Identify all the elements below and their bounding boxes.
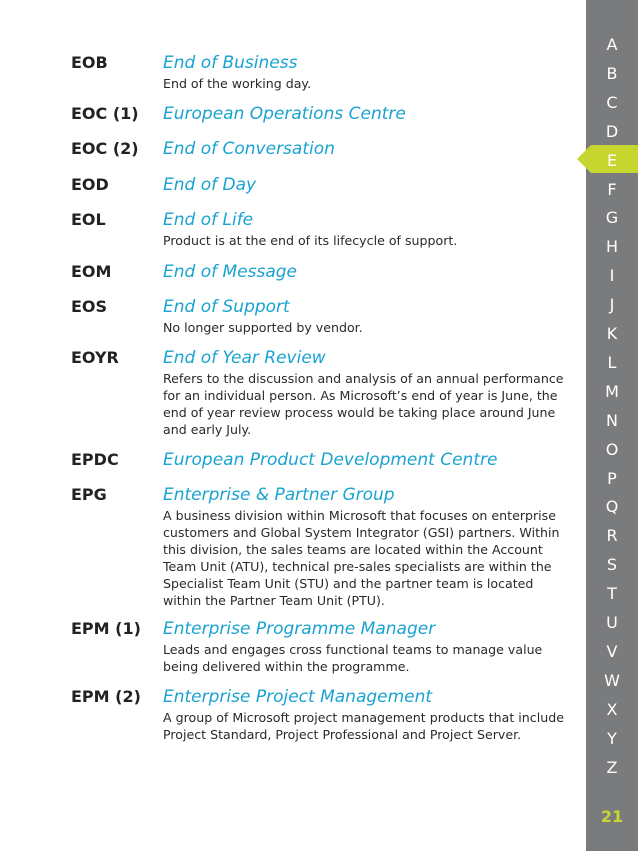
index-letter-m[interactable]: M (605, 381, 619, 401)
entry-title: Enterprise & Partner Group (163, 485, 395, 505)
index-letter-z[interactable]: Z (606, 757, 618, 777)
index-letter-o[interactable]: O (605, 439, 619, 459)
index-letter-u[interactable]: U (606, 613, 618, 632)
entry-term: EOS (71, 297, 108, 316)
entry-term: EOC (2) (71, 139, 139, 158)
index-letter-t[interactable]: T (607, 584, 617, 604)
index-letter-p[interactable]: P (607, 468, 617, 488)
index-letter-q[interactable]: Q (605, 497, 619, 517)
index-letter-r[interactable]: R (606, 526, 618, 546)
index-letter-w[interactable]: W (604, 670, 620, 690)
entry-term: EOM (71, 262, 112, 281)
entry-term: EOD (71, 175, 109, 194)
index-letter-c[interactable]: C (606, 92, 618, 112)
index-letter-b[interactable]: B (606, 63, 618, 83)
entry-title: End of Conversation (163, 139, 335, 159)
entry-term: EOC (1) (71, 104, 139, 123)
entry-term: EOB (71, 53, 108, 72)
entry-description: Product is at the end of its lifecycle of support. (163, 233, 458, 248)
entry-description: Leads and engages cross functional teams to manage value being delivered within the programme. (163, 642, 543, 674)
entry-term: EPM (2) (71, 687, 141, 706)
entry-title: End of Support (163, 297, 290, 317)
entry-term: EPDC (71, 450, 119, 469)
entry-title: End of Life (163, 210, 254, 230)
index-letter-a[interactable]: A (606, 35, 618, 54)
entry-term: EOL (71, 210, 106, 229)
index-letter-y[interactable]: Y (607, 728, 617, 748)
entry-title: European Operations Centre (163, 104, 406, 124)
page-number: 21 (600, 807, 624, 826)
index-letter-s[interactable]: S (606, 555, 618, 575)
index-letter-v[interactable]: V (606, 641, 618, 661)
index-letter-f[interactable]: F (607, 179, 617, 199)
entry-term: EPM (1) (71, 619, 141, 638)
index-letter-g[interactable]: G (605, 208, 619, 228)
index-letter-x[interactable]: X (606, 699, 618, 719)
index-letter-e[interactable]: E (606, 150, 618, 170)
entry-description: Refers to the discussion and analysis of an annual performance for an individual person. As Microsoft’s end of year is June, the end of year review process would be taking place around June and early July. (163, 371, 564, 437)
index-letter-n[interactable]: N (606, 410, 618, 430)
entry-description: End of the working day. (163, 76, 312, 91)
entry-title: End of Business (163, 53, 298, 73)
index-letter-h[interactable]: H (605, 237, 619, 257)
index-letter-l[interactable]: L (607, 352, 617, 372)
entry-term: EPG (71, 485, 107, 504)
entry-description: A group of Microsoft project management products that include Project Standard, Project Professional and Project Server. (163, 710, 564, 742)
entry-term: EOYR (71, 348, 119, 367)
entry-title: European Product Development Centre (163, 450, 498, 470)
index-letter-k[interactable]: K (606, 324, 618, 343)
entry-description: No longer supported by vendor. (163, 320, 363, 335)
index-letter-i[interactable]: I (609, 266, 615, 286)
entry-title: End of Message (163, 262, 298, 282)
entry-title: Enterprise Project Management (163, 687, 433, 707)
index-letter-d[interactable]: D (605, 121, 619, 141)
entry-title: End of Day (163, 175, 257, 195)
entry-title: End of Year Review (163, 348, 326, 368)
index-letter-j[interactable]: J (609, 295, 615, 315)
entry-description: A business division within Microsoft that focuses on enterprise customers and Global System Integrator (GSI) partners. Within this division, the sales teams are located within the Account Team Unit (ATU), technical pre-sales specialists are within the Specialist Team Unit (STU) and the partner team is located within the Partner Team Unit (PTU). (163, 508, 560, 608)
entry-title: Enterprise Programme Manager (163, 619, 436, 639)
